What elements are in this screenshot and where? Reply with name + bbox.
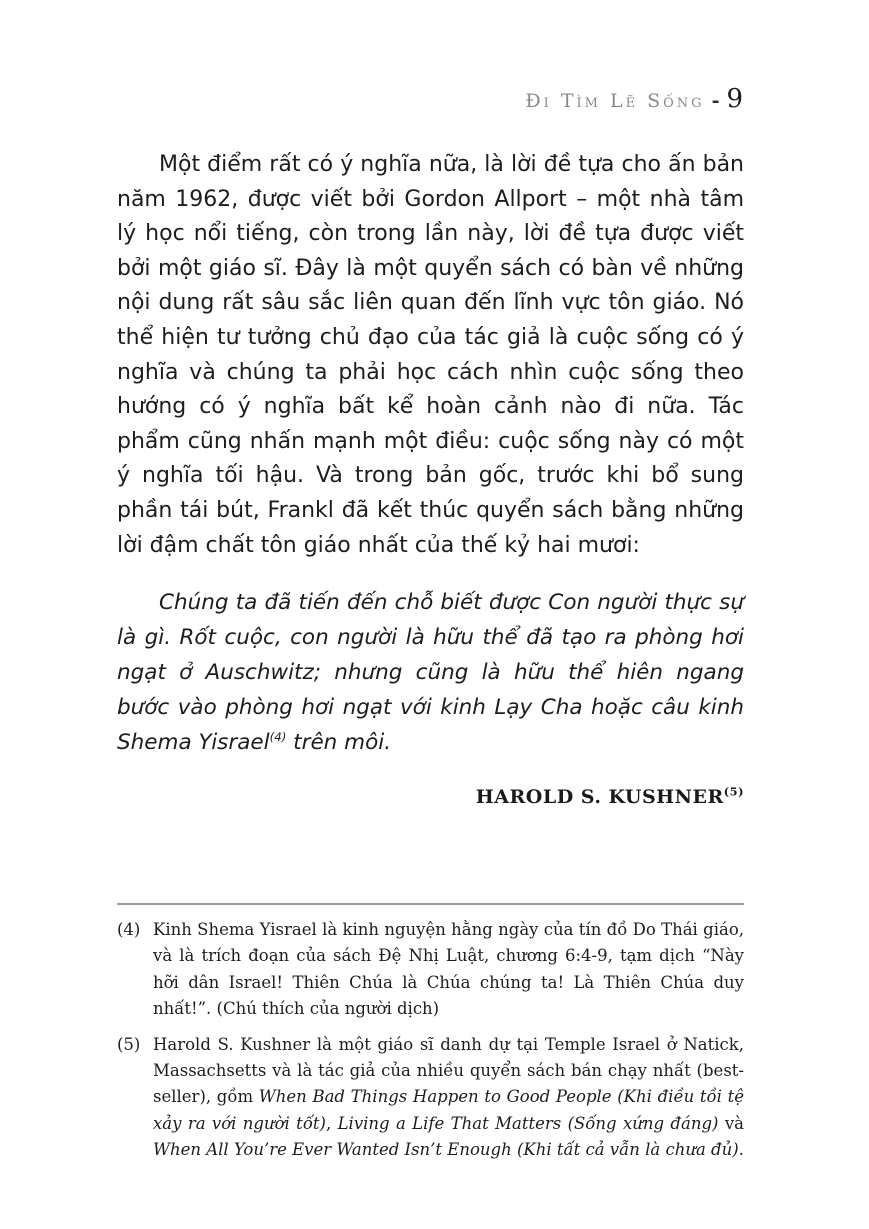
footnote-text-segment: và bbox=[718, 1113, 744, 1133]
footnote-text bbox=[153, 1032, 744, 1164]
footnote-book-title: When All You’re Ever Wanted Isn’t Enough (Khi tất cả vẫn là chưa đủ). bbox=[153, 1140, 744, 1160]
quote-text-end: trên môi. bbox=[286, 730, 392, 756]
footnote-text-segment: , bbox=[325, 1113, 338, 1133]
footnote-book-title: Living a Life That Matters (Sống xứng đáng) bbox=[337, 1113, 719, 1133]
footnote-text-segment: Harold S. Kushner là một giáo sĩ danh dự tại Temple Israel ở Natick, Massachsetts và là tác giả của nhiều quyển sách bán chạy nhất (best-seller), gồm bbox=[153, 1034, 744, 1107]
footnote-book-title: When Bad Things Happen to Good People (Khi điều tồi tệ xảy ra với người tốt) bbox=[153, 1087, 744, 1133]
footnote-marker: (4) bbox=[117, 920, 141, 939]
footnote-marker: (5) bbox=[117, 1034, 141, 1054]
main-content bbox=[117, 148, 744, 808]
footnote-separator-rule bbox=[117, 903, 744, 905]
header-dash: - bbox=[711, 90, 720, 112]
footnote-text bbox=[153, 917, 744, 1023]
quote-attribution bbox=[117, 786, 744, 808]
body-paragraph: Một điểm rất có ý nghĩa nữa, là lời đề tựa cho ấn bản năm 1962, được viết bởi Gordon Allport – một nhà tâm lý học nổi tiếng, còn trong lần này, lời đề tựa được viết bởi một giáo sĩ. Đây là một quyển sách có bàn về những nội dung rất sâu sắc liên quan đến lĩnh vực tôn giáo. Nó thể hiện tư tưởng chủ đạo của tác giả là cuộc sống có ý nghĩa và chúng ta phải học cách nhìn cuộc sống theo hướng có ý nghĩa bất kể hoàn cảnh nào đi nữa. Tác phẩm cũng nhấn mạnh một điều: cuộc sống này có một ý nghĩa tối hậu. Và trong bản gốc, trước khi bổ sung phần tái bút, Frankl đã kết thúc quyển sách bằng những lời đậm chất tôn giáo nhất của thế kỷ hai mươi: bbox=[117, 152, 744, 558]
page-number: 9 bbox=[726, 84, 743, 114]
footnote-text-segment: Kinh Shema Yisrael là kinh nguyện hằng ngày của tín đồ Do Thái giáo, và là trích đoạn của sách Đệ Nhị Luật, chương 6:4-9, tạm dịch “Này hỡi dân Israel! Thiên Chúa là Chúa chúng ta! Là Thiên Chúa duy nhất!”. (Chú thích của người dịch) bbox=[153, 920, 744, 1019]
block-quote bbox=[117, 585, 744, 760]
footnote-item bbox=[117, 917, 744, 1023]
attribution-name: HAROLD S. KUSHNER bbox=[475, 786, 724, 809]
attribution-footnote-ref: (5) bbox=[723, 784, 744, 799]
running-header bbox=[525, 84, 743, 114]
footnotes-list bbox=[117, 917, 744, 1164]
quote-text: Chúng ta đã tiến đến chỗ biết được Con người thực sự là gì. Rốt cuộc, con người là hữu thể đã tạo ra phòng hơi ngạt ở Auschwitz; nhưng cũng là hữu thể hiên ngang bước vào phòng hơi ngạt với kinh Lạy Cha hoặc câu kinh Shema Yisrael bbox=[117, 590, 744, 756]
quote-footnote-ref: (4) bbox=[269, 729, 287, 744]
footnote-item bbox=[117, 1032, 744, 1164]
book-title: Đi Tìm Lẽ Sống bbox=[525, 90, 705, 112]
